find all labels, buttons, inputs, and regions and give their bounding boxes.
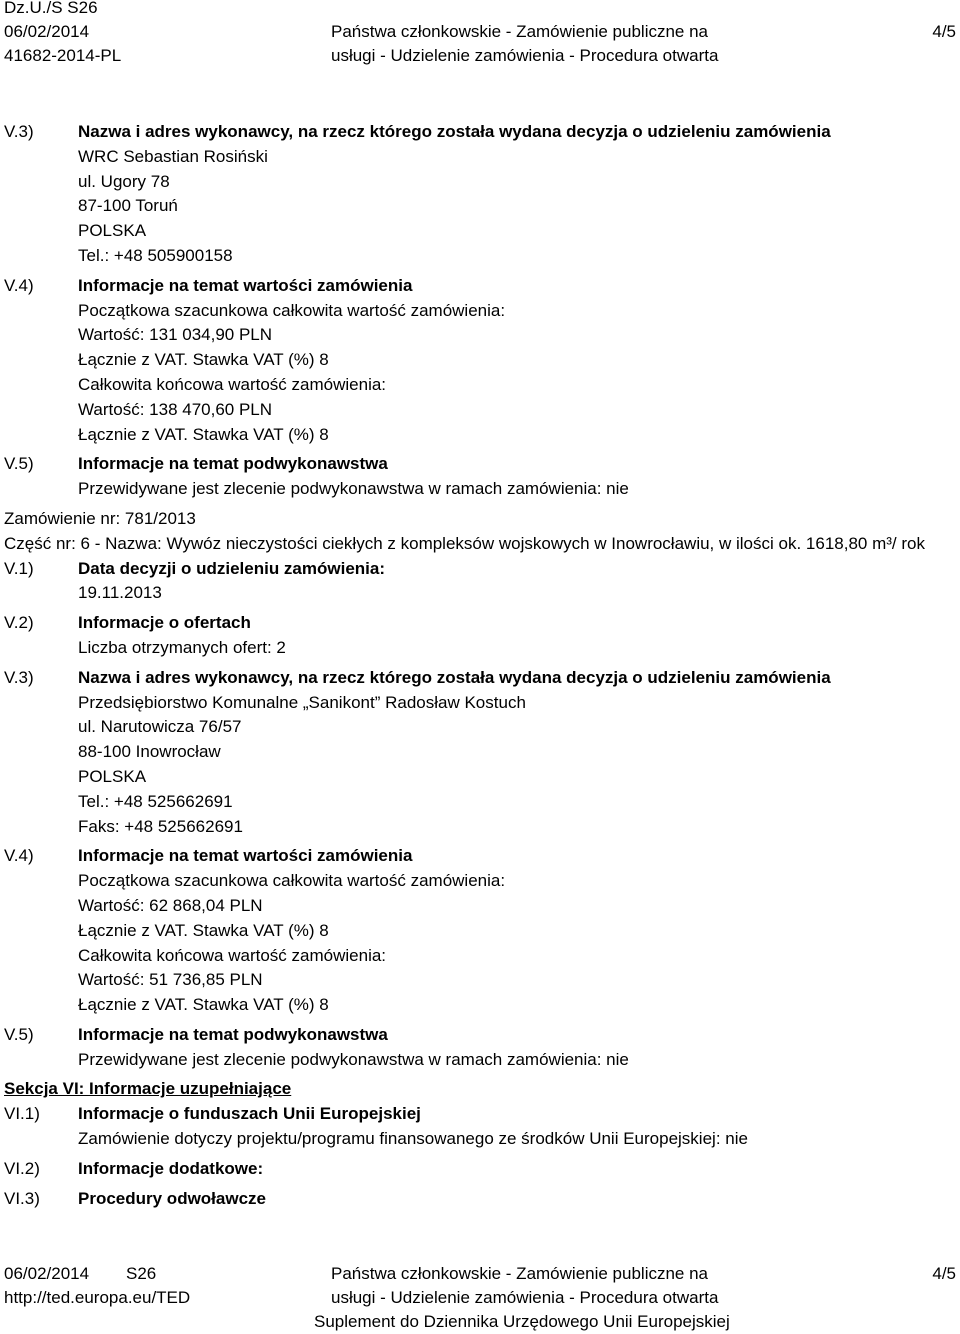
value-line: Wartość: 62 868,04 PLN (78, 895, 263, 915)
value-line: Łącznie z VAT. Stawka VAT (%) 8 (78, 995, 329, 1015)
section-number: V.3) (4, 667, 34, 687)
contractor-phone: Tel.: +48 525662691 (78, 791, 233, 811)
order-number: Zamówienie nr: 781/2013 (4, 508, 196, 528)
section-number: V.2) (4, 613, 34, 633)
order-part: Część nr: 6 - Nazwa: Wywóz nieczystości ciekłych z kompleksów wojskowych w Inowrocławiu, w ilości ok. 1618,80 m³/ rok (4, 533, 925, 553)
header-title-line2: usługi - Udzielenie zamówienia - Procedura otwarta (331, 46, 719, 65)
value-line: Łącznie z VAT. Stawka VAT (%) 8 (78, 424, 329, 444)
section-number: V.4) (4, 275, 34, 295)
value-line: Wartość: 138 470,60 PLN (78, 399, 273, 419)
header-title-line1: Państwa członkowskie - Zamówienie publiczne na (331, 22, 709, 41)
footer-date: 06/02/2014 (4, 1264, 90, 1283)
section-number: V.5) (4, 1024, 34, 1044)
contractor-city: 87-100 Toruń (78, 196, 178, 216)
contractor-country: POLSKA (78, 221, 147, 241)
section-title: Procedury odwoławcze (78, 1188, 266, 1208)
subcontracting-info: Przewidywane jest zlecenie podwykonawstwa w ramach zamówienia: nie (78, 479, 629, 499)
footer-supplement: Suplement do Dziennika Urzędowego Unii Europejskiej (314, 1312, 730, 1331)
section-vi1-eu-funds (0, 1102, 960, 1152)
contractor-country: POLSKA (78, 766, 147, 786)
value-line: Całkowita końcowa wartość zamówienia: (78, 374, 387, 394)
section-title: Informacje na temat wartości zamówienia (78, 275, 413, 295)
section-v5-subcontracting (0, 452, 960, 502)
value-line: Początkowa szacunkowa całkowita wartość zamówienia: (78, 300, 506, 320)
footer-series: S26 (126, 1264, 157, 1283)
section-vi3-appeal-procedures (0, 1187, 960, 1212)
section-v5-subcontracting (0, 1023, 960, 1073)
section-number: V.1) (4, 558, 34, 578)
footer-title-line2: usługi - Udzielenie zamówienia - Procedura otwarta (331, 1288, 719, 1307)
section-title: Informacje na temat podwykonawstwa (78, 454, 388, 474)
contractor-name: Przedsiębiorstwo Komunalne „Sanikont” Radosław Kostuch (78, 692, 526, 712)
section-number: VI.1) (4, 1104, 40, 1124)
document-body (0, 120, 960, 1211)
subcontracting-info: Przewidywane jest zlecenie podwykonawstwa w ramach zamówienia: nie (78, 1049, 629, 1069)
section-number: V.5) (4, 454, 34, 474)
value-line: Łącznie z VAT. Stawka VAT (%) 8 (78, 350, 329, 370)
section-number: VI.2) (4, 1158, 40, 1178)
section-vi-title: Sekcja VI: Informacje uzupełniające (4, 1079, 292, 1099)
section-v2-offers (0, 611, 960, 661)
section-vi2-additional-info (0, 1157, 960, 1182)
notice-id: 41682-2014-PL (4, 46, 122, 65)
value-line: Początkowa szacunkowa całkowita wartość zamówienia: (78, 871, 506, 891)
section-title: Informacje na temat wartości zamówienia (78, 846, 413, 866)
section-v4-value (0, 274, 960, 448)
section-title: Informacje o ofertach (78, 613, 251, 633)
offers-count: Liczba otrzymanych ofert: 2 (78, 637, 286, 657)
section-title: Nazwa i adres wykonawcy, na rzecz którego została wydana decyzja o udzieleniu zamówienia (78, 667, 831, 687)
section-title: Informacje dodatkowe: (78, 1158, 264, 1178)
contractor-city: 88-100 Inowrocław (78, 742, 221, 762)
value-line: Wartość: 131 034,90 PLN (78, 325, 273, 345)
value-line: Całkowita końcowa wartość zamówienia: (78, 945, 387, 965)
section-title: Informacje o funduszach Unii Europejskiej (78, 1104, 421, 1124)
footer-url-link[interactable]: http://ted.europa.eu/TED (4, 1288, 191, 1307)
section-number: V.3) (4, 122, 34, 141)
section-number: VI.3) (4, 1188, 40, 1208)
section-v1-decision-date (0, 557, 960, 607)
footer-title-line1: Państwa członkowskie - Zamówienie publiczne na (331, 1264, 709, 1283)
journal-ref: Dz.U./S S26 (4, 0, 98, 17)
contractor-fax: Faks: +48 525662691 (78, 816, 243, 836)
section-number: V.4) (4, 846, 34, 866)
header-page-number: 4/5 (932, 22, 956, 41)
decision-date: 19.11.2013 (78, 583, 162, 603)
section-title: Informacje na temat podwykonawstwa (78, 1024, 388, 1044)
contractor-street: ul. Narutowicza 76/57 (78, 717, 242, 737)
section-title: Nazwa i adres wykonawcy, na rzecz którego została wydana decyzja o udzieleniu zamówienia (78, 122, 831, 141)
eu-funds-info: Zamówienie dotyczy projektu/programu finansowanego ze środków Unii Europejskiej: nie (78, 1129, 748, 1149)
contractor-phone: Tel.: +48 505900158 (78, 245, 233, 265)
contractor-street: ul. Ugory 78 (78, 171, 170, 191)
section-v3-contractor (0, 666, 960, 840)
value-line: Wartość: 51 736,85 PLN (78, 970, 263, 990)
contractor-name: WRC Sebastian Rosiński (78, 146, 268, 166)
section-v4-value (0, 844, 960, 1018)
section-title: Data decyzji o udzieleniu zamówienia: (78, 558, 386, 578)
footer-page-number: 4/5 (932, 1264, 956, 1283)
value-line: Łącznie z VAT. Stawka VAT (%) 8 (78, 920, 329, 940)
header-date: 06/02/2014 (4, 22, 90, 41)
section-v3-contractor (0, 120, 960, 269)
